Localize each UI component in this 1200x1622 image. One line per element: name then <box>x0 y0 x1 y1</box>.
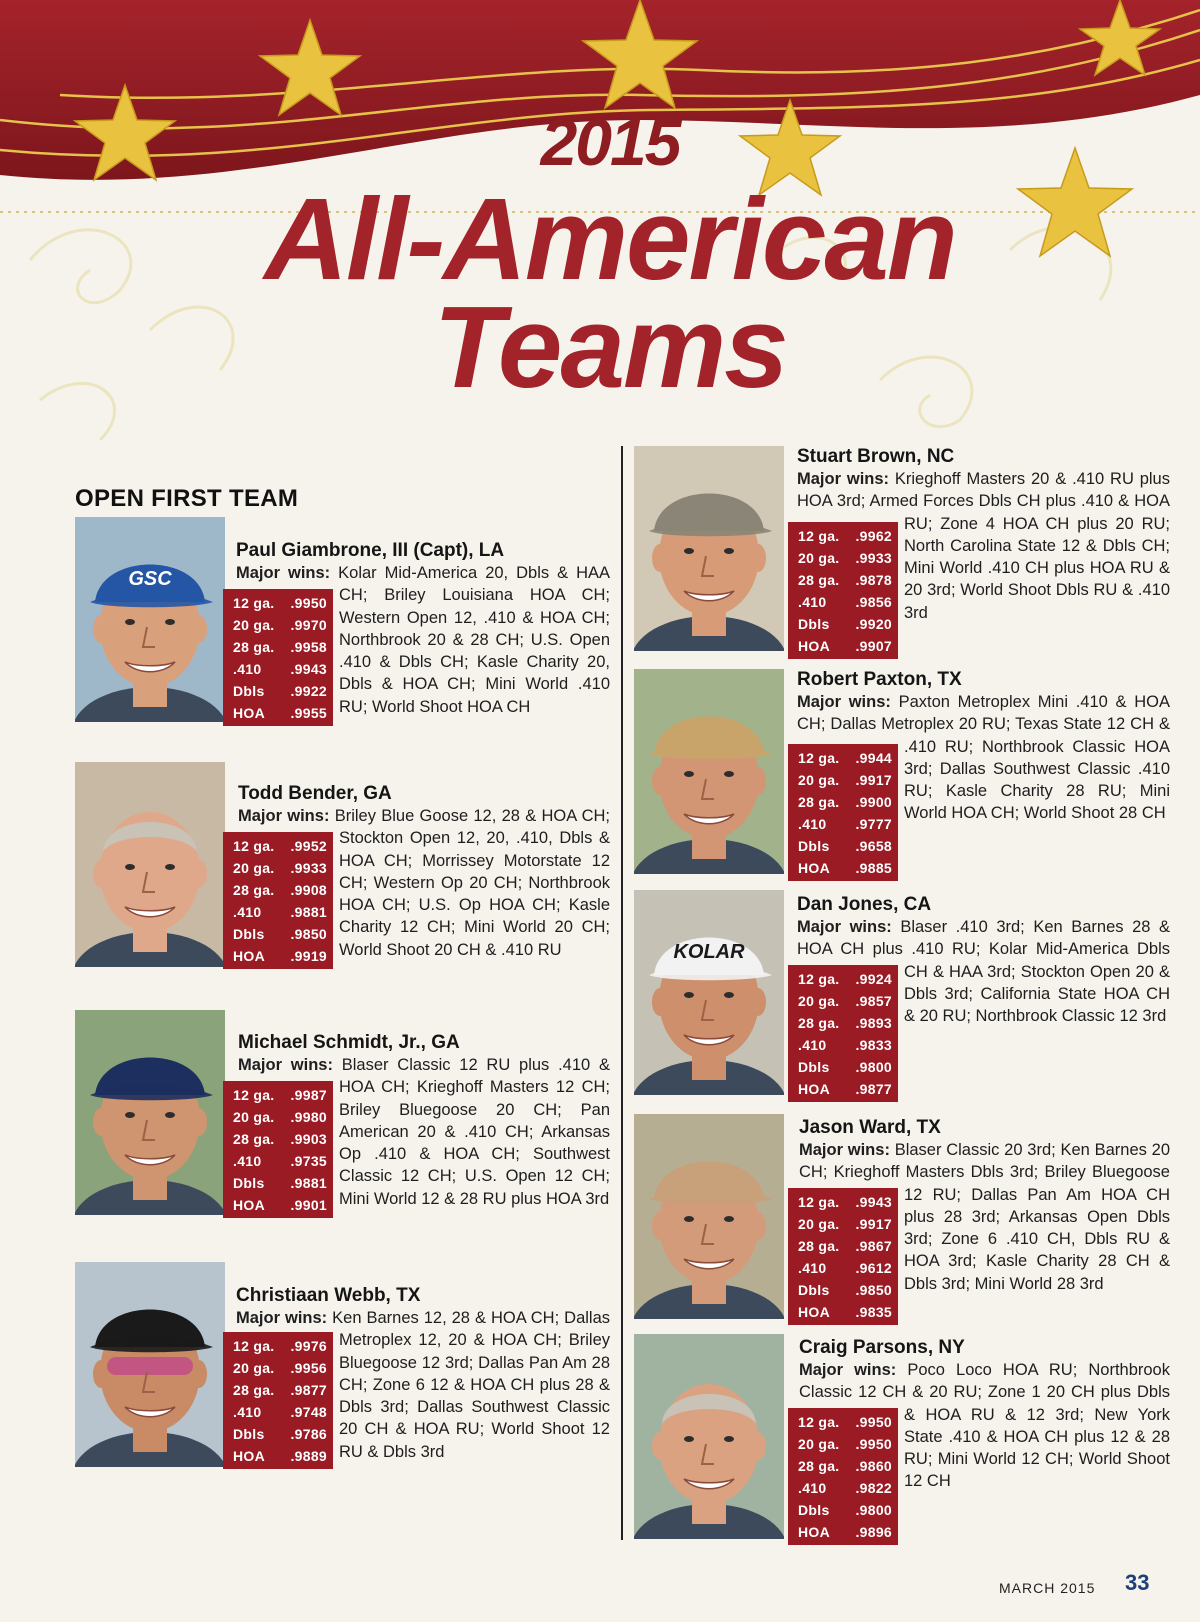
major-wins <box>788 1139 1170 1328</box>
major-wins-text: Blaser .410 3rd; Ken Barnes 28 & HOA CH plus .410 RU; Kolar Mid-America Dbls CH & HAA 3rd; Stockton Open 20 & Dbls 3rd; California State HOA CH & 20 RU; Northbrook Classic 12 3rd <box>797 918 1170 1026</box>
stat-label: HOA <box>233 705 266 721</box>
member-name: Paul Giambrone, III (Capt), LA <box>236 540 505 561</box>
stat-label: 20 ga. <box>798 993 840 1009</box>
stat-value: .9950 <box>855 1414 892 1430</box>
stat-label: 20 ga. <box>233 1360 275 1376</box>
member-name: Dan Jones, CA <box>797 894 932 915</box>
member-photo <box>634 1114 784 1319</box>
stat-value: .9800 <box>855 1502 892 1518</box>
member-name: Craig Parsons, NY <box>799 1337 965 1358</box>
stat-value: .9881 <box>290 904 327 920</box>
major-wins <box>788 691 1170 884</box>
stat-value: .9833 <box>855 1037 892 1053</box>
stat-label: 20 ga. <box>798 1436 840 1452</box>
stat-value: .9777 <box>855 816 892 832</box>
stat-label: 12 ga. <box>798 971 840 987</box>
stat-label: Dbls <box>798 838 830 854</box>
title-all-american: All-American <box>264 174 956 304</box>
major-wins-text: Paxton Metroplex Mini .410 & HOA CH; Dallas Metroplex 20 RU; Texas State 12 CH & .410 RU; Northbrook Classic HOA 3rd; Dallas Southwest Classic .410 RU; Kasle Charity 28 RU; Mini World HOA CH; World Shoot 28 CH <box>797 693 1170 823</box>
stat-label: 20 ga. <box>798 550 840 566</box>
stat-value: .9896 <box>855 1524 892 1540</box>
member-photo <box>75 762 225 967</box>
stat-value: .9920 <box>855 616 892 632</box>
major-wins-text: Poco Loco HOA RU; Northbrook Classic 12 CH & 20 RU; Zone 1 20 CH plus Dbls & HOA RU & 12 3rd; New York State .410 & HOA CH plus 12 & 28 RU; Mini World 12 CH; World Shoot 12 CH <box>799 1361 1170 1491</box>
stat-value: .9893 <box>855 1015 892 1031</box>
member-photo <box>634 446 784 651</box>
stat-label: Dbls <box>798 1282 830 1298</box>
major-wins <box>223 805 610 972</box>
major-wins-text: Kolar Mid-America 20, Dbls & HAA CH; Briley Louisiana HOA CH; Western Open 12, .410 & HOA CH; Northbrook 20 & 28 CH; U.S. Open .410 & Dbls CH; Kasle Charity 20, Dbls & HOA CH; Mini World .410 RU; World Shoot HOA CH <box>330 564 610 716</box>
stat-value: .9835 <box>855 1304 892 1320</box>
stat-label: HOA <box>233 1197 266 1213</box>
member-name: Robert Paxton, TX <box>797 669 962 690</box>
stat-label: HOA <box>798 638 831 654</box>
stat-label: Dbls <box>233 683 265 699</box>
stat-value: .9987 <box>290 1087 327 1103</box>
stat-value: .9612 <box>855 1260 892 1276</box>
stat-label: Dbls <box>798 1502 830 1518</box>
footer-month: MARCH 2015 <box>999 1580 1096 1596</box>
major-wins <box>223 1054 610 1221</box>
stat-value: .9955 <box>290 705 327 721</box>
stat-value: .9885 <box>855 860 892 876</box>
stat-label: .410 <box>798 1260 827 1276</box>
stat-label: 28 ga. <box>233 639 275 655</box>
stat-value: .9748 <box>290 1404 327 1420</box>
stat-value: .9878 <box>855 572 892 588</box>
column-divider <box>621 446 623 1540</box>
stat-value: .9867 <box>855 1238 892 1254</box>
stat-label: 28 ga. <box>798 1458 840 1474</box>
stat-value: .9956 <box>290 1360 327 1376</box>
member-name: Michael Schmidt, Jr., GA <box>238 1032 460 1053</box>
stat-value: .9860 <box>855 1458 892 1474</box>
stat-value: .9962 <box>855 528 892 544</box>
major-wins-text: Blaser Classic 12 RU plus .410 & HOA CH; Krieghoff Masters 12 CH; Briley Bluegoose 20 CH; Pan American 20 & .410 CH; Arkansas Op .410 & HOA CH; Southwest Classic 12 CH; U.S. Open 12 CH; Mini World 12 & 28 RU plus HOA 3rd <box>332 1056 610 1208</box>
stat-label: Dbls <box>233 926 265 942</box>
stat-label: 12 ga. <box>233 1087 275 1103</box>
major-wins-label: Major wins: <box>238 1056 333 1074</box>
stat-label: 28 ga. <box>798 572 840 588</box>
stat-label: .410 <box>233 661 262 677</box>
stat-label: 20 ga. <box>798 772 840 788</box>
stat-label: .410 <box>233 1404 262 1420</box>
stat-label: 12 ga. <box>233 838 275 854</box>
stat-value: .9919 <box>290 948 327 964</box>
stat-value: .9980 <box>290 1109 327 1125</box>
major-wins-label: Major wins: <box>236 564 331 582</box>
major-wins-text: Blaser Classic 20 3rd; Ken Barnes 20 CH; Krieghoff Masters Dbls 3rd; Briley Bluegoose 12 RU; Dallas Pan Am HOA CH plus 28 3rd; Arkansas Open Dbls 3rd; Zone 6 .410 CH, Dbls RU & HOA 3rd; Kasle Charity 28 CH & Dbls 3rd; Mini World 28 3rd <box>799 1141 1170 1293</box>
stat-value: .9943 <box>290 661 327 677</box>
stat-value: .9857 <box>855 993 892 1009</box>
major-wins-label: Major wins: <box>238 807 330 825</box>
stat-value: .9924 <box>855 971 892 987</box>
stat-value: .9877 <box>855 1081 892 1097</box>
member-photo <box>75 1262 225 1467</box>
stat-value: .9850 <box>855 1282 892 1298</box>
stat-value: .9952 <box>290 838 327 854</box>
major-wins-label: Major wins: <box>797 470 890 488</box>
stat-label: 20 ga. <box>233 1109 275 1125</box>
stat-value: .9933 <box>290 860 327 876</box>
major-wins <box>223 562 610 729</box>
cap-logo-text: KOLAR <box>673 941 745 963</box>
member-photo <box>634 890 784 1095</box>
stat-value: .9786 <box>290 1426 327 1442</box>
member-photo <box>634 669 784 874</box>
stat-label: HOA <box>233 1448 266 1464</box>
stat-label: HOA <box>798 1081 831 1097</box>
stat-value: .9958 <box>290 639 327 655</box>
stat-value: .9881 <box>290 1175 327 1191</box>
stat-label: Dbls <box>233 1426 265 1442</box>
member-photo <box>75 1010 225 1215</box>
stat-label: 28 ga. <box>798 1238 840 1254</box>
stat-value: .9889 <box>290 1448 327 1464</box>
stat-value: .9908 <box>290 882 327 898</box>
stat-label: 12 ga. <box>233 1338 275 1354</box>
stat-value: .9822 <box>855 1480 892 1496</box>
title-teams: Teams <box>433 282 787 412</box>
major-wins <box>788 468 1170 662</box>
stat-value: .9907 <box>855 638 892 654</box>
stat-label: 20 ga. <box>798 1216 840 1232</box>
stat-label: .410 <box>798 816 827 832</box>
stat-value: .9735 <box>290 1153 327 1169</box>
major-wins <box>223 1307 610 1472</box>
major-wins-text: Briley Blue Goose 12, 28 & HOA CH; Stockton Open 12, 20, .410, Dbls & HOA CH; Morrissey Motorstate 12 CH; Western Op 20 CH; Northbrook HOA CH; U.S. Op HOA CH; Kasle Charity 12 CH; Mini World 20 CH; World Shoot 20 CH & .410 RU <box>329 807 610 959</box>
stat-value: .9658 <box>855 838 892 854</box>
stat-label: 12 ga. <box>798 1414 840 1430</box>
stat-value: .9800 <box>855 1059 892 1075</box>
header-banner <box>0 0 1200 440</box>
stat-label: HOA <box>798 860 831 876</box>
stat-label: Dbls <box>233 1175 265 1191</box>
stat-value: .9944 <box>855 750 892 766</box>
stat-label: 28 ga. <box>798 1015 840 1031</box>
stat-label: Dbls <box>798 1059 830 1075</box>
stat-label: 12 ga. <box>233 595 275 611</box>
stat-label: 12 ga. <box>798 750 840 766</box>
stat-value: .9922 <box>290 683 327 699</box>
stat-value: .9917 <box>855 1216 892 1232</box>
stat-value: .9900 <box>855 794 892 810</box>
stat-label: 28 ga. <box>233 882 275 898</box>
section-heading: OPEN FIRST TEAM <box>75 485 299 512</box>
major-wins-text: Krieghoff Masters 20 & .410 RU plus HOA 3rd; Armed Forces Dbls CH plus .410 & HOA RU; Zone 4 HOA CH plus 20 RU; North Carolina State 12 & Dbls CH; Mini World .410 CH plus HOA RU & 20 3rd; World Shoot Dbls RU & .410 3rd <box>797 470 1170 622</box>
stat-value: .9917 <box>855 772 892 788</box>
major-wins <box>788 1359 1170 1548</box>
page-number: 33 <box>1125 1570 1150 1595</box>
stat-value: .9950 <box>855 1436 892 1452</box>
stat-value: .9950 <box>290 595 327 611</box>
stat-value: .9856 <box>855 594 892 610</box>
member-photo <box>75 517 225 722</box>
stat-label: 28 ga. <box>798 794 840 810</box>
member-name: Todd Bender, GA <box>238 783 392 804</box>
major-wins-label: Major wins: <box>797 918 892 936</box>
stat-value: .9970 <box>290 617 327 633</box>
stat-label: .410 <box>798 1480 827 1496</box>
member-name: Christiaan Webb, TX <box>236 1285 421 1306</box>
stat-label: 12 ga. <box>798 1194 840 1210</box>
stat-label: 20 ga. <box>233 617 275 633</box>
title-year: 2015 <box>540 105 680 179</box>
major-wins-label: Major wins: <box>799 1361 897 1379</box>
stat-label: .410 <box>798 594 827 610</box>
major-wins <box>788 916 1170 1105</box>
stat-label: 20 ga. <box>233 860 275 876</box>
major-wins-text: Ken Barnes 12, 28 & HOA CH; Dallas Metroplex 12, 20 & HOA CH; Briley Bluegoose 12 3rd; Dallas Pan Am 28 CH; Zone 6 12 & HOA CH plus 28 & Dbls 3rd; Dallas Southwest Classic 20 CH & HOA RU; World Shoot 12 RU & Dbls 3rd <box>327 1309 610 1461</box>
major-wins-label: Major wins: <box>797 693 891 711</box>
stat-value: .9850 <box>290 926 327 942</box>
major-wins-label: Major wins: <box>799 1141 890 1159</box>
stat-value: .9943 <box>855 1194 892 1210</box>
member-name: Jason Ward, TX <box>799 1117 941 1138</box>
stat-value: .9976 <box>290 1338 327 1354</box>
stat-label: 28 ga. <box>233 1382 275 1398</box>
member-name: Stuart Brown, NC <box>797 446 955 467</box>
major-wins-label: Major wins: <box>236 1309 328 1327</box>
stat-label: 12 ga. <box>798 528 840 544</box>
cap-logo-text: GSC <box>128 568 172 590</box>
stat-label: HOA <box>798 1304 831 1320</box>
stat-value: .9903 <box>290 1131 327 1147</box>
stat-label: HOA <box>798 1524 831 1540</box>
stat-value: .9901 <box>290 1197 327 1213</box>
stat-value: .9877 <box>290 1382 327 1398</box>
stat-label: Dbls <box>798 616 830 632</box>
stat-label: .410 <box>798 1037 827 1053</box>
stat-label: .410 <box>233 904 262 920</box>
member-photo <box>634 1334 784 1539</box>
stat-label: .410 <box>233 1153 262 1169</box>
stat-label: HOA <box>233 948 266 964</box>
stat-value: .9933 <box>855 550 892 566</box>
stat-label: 28 ga. <box>233 1131 275 1147</box>
